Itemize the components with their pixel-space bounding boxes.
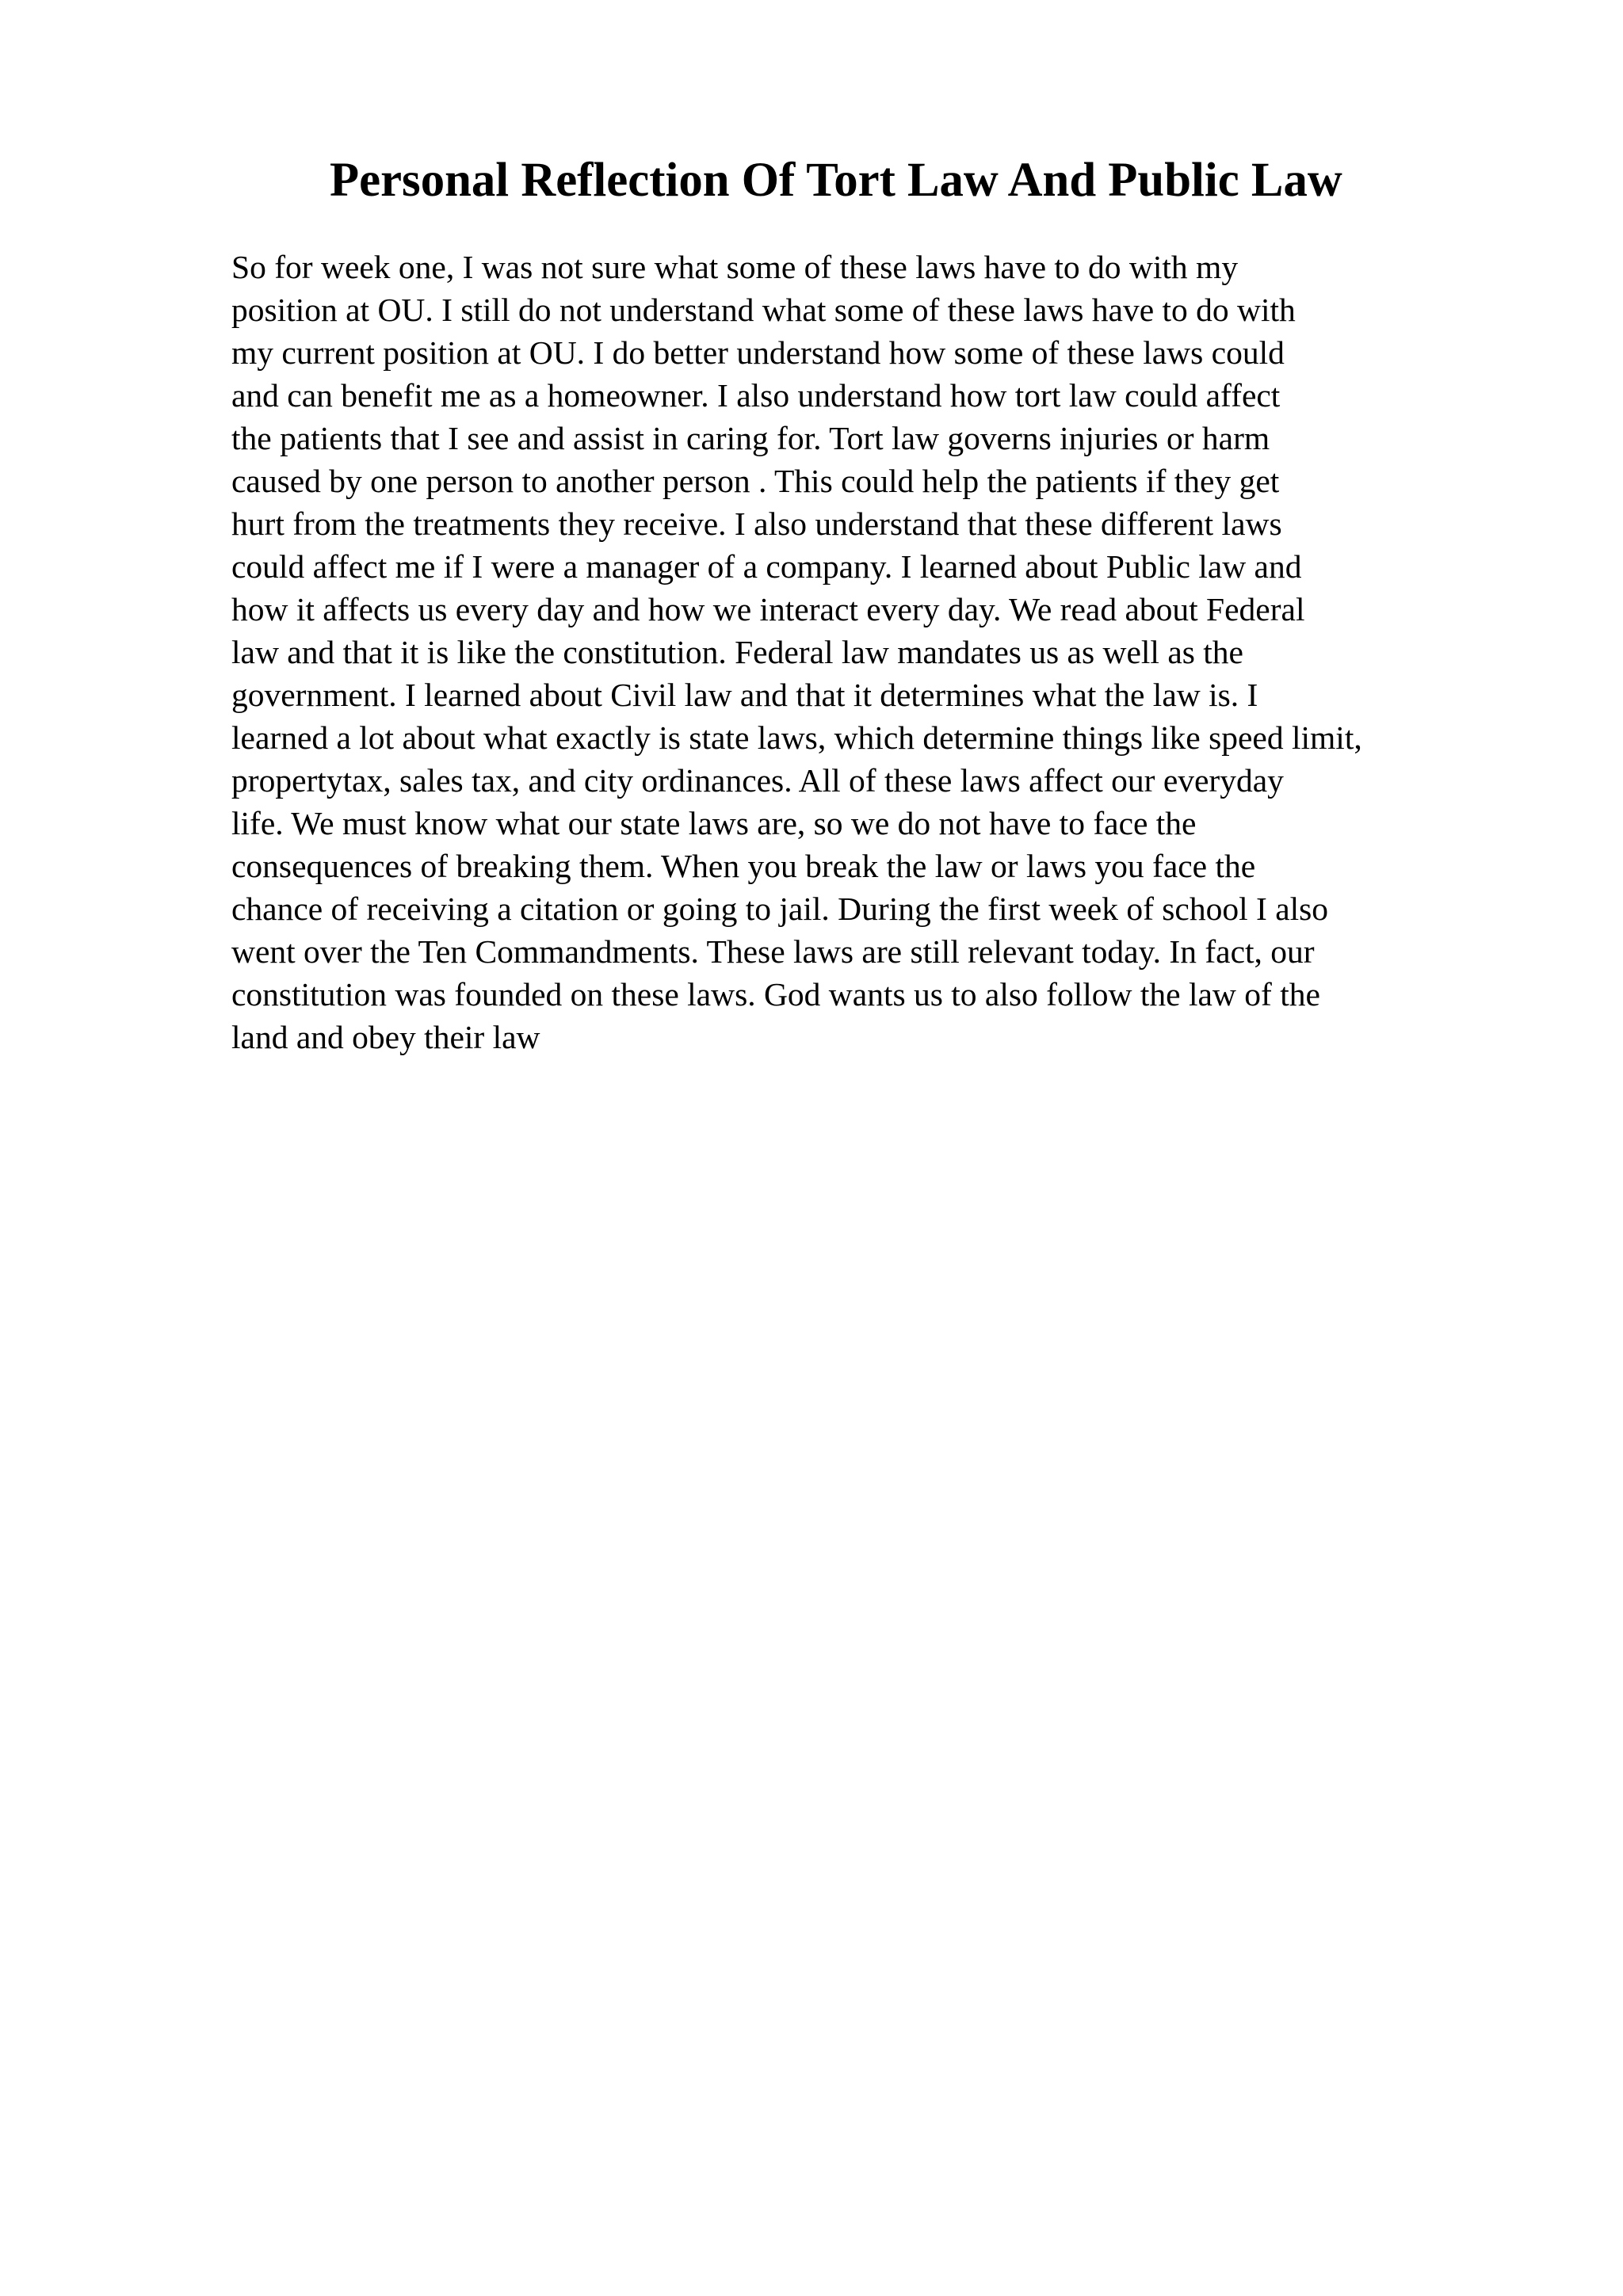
body-line: government. I learned about Civil law and that it determines what the law is. I [231, 677, 1258, 713]
body-line: learned a lot about what exactly is state laws, which determine things like speed limit, [231, 719, 1362, 756]
document-title: Personal Reflection Of Tort Law And Public Law [329, 154, 1342, 207]
body-line: So for week one, I was not sure what some of these laws have to do with my [231, 249, 1239, 285]
body-line: chance of receiving a citation or going to jail. During the first week of school I also [231, 891, 1329, 927]
body-line: life. We must know what our state laws are, so we do not have to face the [231, 805, 1197, 841]
document-body [231, 246, 1594, 1058]
body-line: hurt from the treatments they receive. I also understand that these different laws [231, 505, 1282, 542]
body-line: and can benefit me as a homeowner. I also understand how tort law could affect [231, 377, 1281, 414]
body-line: how it affects us every day and how we interact every day. We read about Federal [231, 591, 1305, 627]
body-line: land and obey their law [231, 1019, 540, 1055]
body-line: law and that it is like the constitution. Federal law mandates us as well as the [231, 634, 1243, 670]
body-line: consequences of breaking them. When you break the law or laws you face the [231, 848, 1256, 884]
body-line: the patients that I see and assist in caring for. Tort law governs injuries or harm [231, 420, 1270, 456]
body-line: propertytax, sales tax, and city ordinances. All of these laws affect our everyday [231, 762, 1284, 799]
body-line: my current position at OU. I do better understand how some of these laws could [231, 334, 1285, 371]
body-line: constitution was founded on these laws. God wants us to also follow the law of the [231, 976, 1320, 1013]
body-line: caused by one person to another person . This could help the patients if they get [231, 463, 1280, 499]
body-line: went over the Ten Commandments. These laws are still relevant today. In fact, our [231, 933, 1315, 970]
body-line: position at OU. I still do not understand what some of these laws have to do with [231, 292, 1296, 328]
body-line: could affect me if I were a manager of a company. I learned about Public law and [231, 548, 1302, 585]
